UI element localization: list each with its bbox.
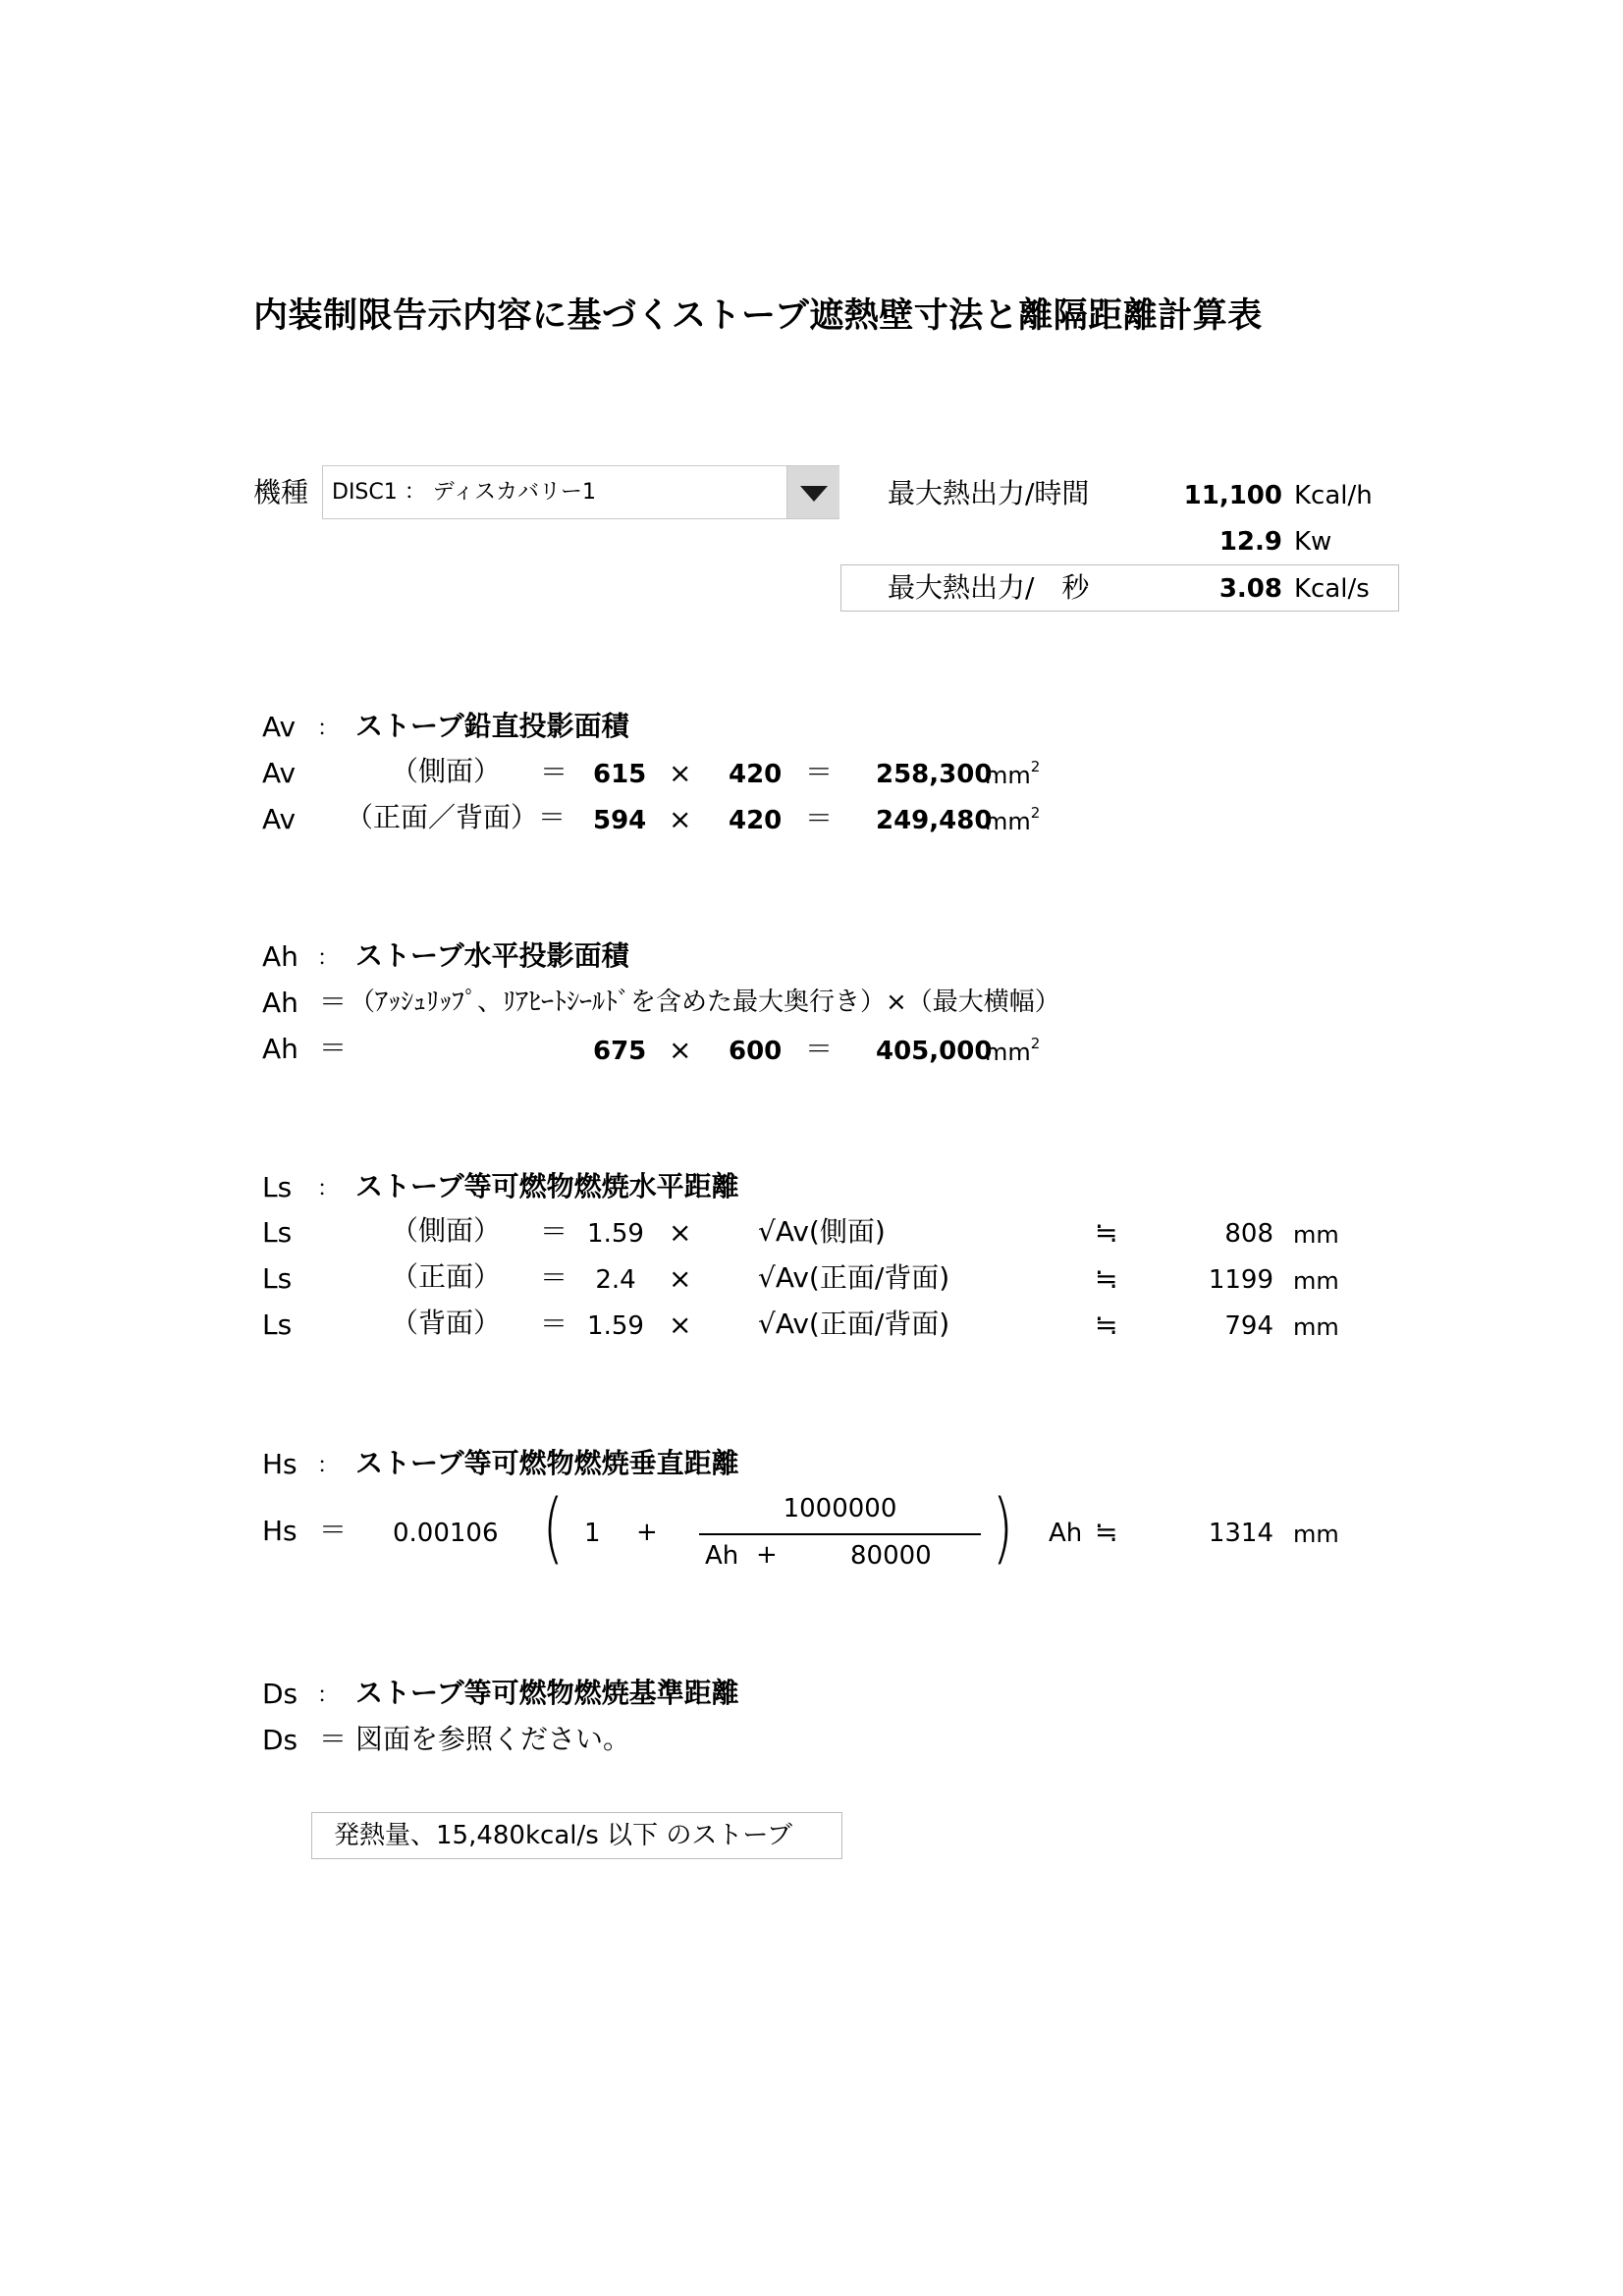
max-output-sec-label: 最大熱出力/ 秒 [888,571,1090,604]
ls-side-approx: ≒ [1095,1216,1118,1249]
ls-back-root: √Av(正面/背面) [758,1308,950,1340]
ls-back-label: （背面） [391,1307,502,1339]
ah-calc-depth: 675 [593,1037,647,1066]
max-output-sec-value: 3.08 [1218,574,1282,604]
hs-formula-one: 1 [584,1519,601,1548]
ls-front-result: 1199 [1208,1265,1273,1295]
av-side-symbol: Av [262,757,297,789]
ls-back-times: × [669,1308,692,1341]
av-front-label: （正面／背面）＝ [346,801,567,833]
hs-symbol: Hs [262,1448,298,1480]
ls-front-coef: 2.4 [595,1265,636,1295]
ds-line-text: 図面を参照ください。 [355,1723,631,1755]
hs-open-paren: ( [542,1484,564,1573]
av-front-result: 249,480 [876,806,993,835]
av-heading: ストーブ鉛直投影面積 [355,710,629,742]
hs-formula-coef: 0.00106 [393,1519,499,1548]
ls-side-coef: 1.59 [587,1219,644,1249]
av-side-eq: ＝ [540,756,568,788]
ls-side-root: √Av(側面) [758,1215,886,1248]
ls-side-eq: ＝ [540,1215,568,1248]
ls-side-label: （側面） [391,1214,502,1247]
hs-formula-plus: + [636,1518,658,1547]
ls-front-label: （正面） [391,1260,502,1293]
ah-calc-times: × [669,1034,692,1066]
ah-formula-text: （ｱｯｼｭﾘｯﾌﾟ、ﾘｱﾋｰﾄｼｰﾙﾄﾞを含めた最大奥行き）×（最大横幅） [350,988,1060,1017]
ls-colon: ： [317,1177,340,1201]
ls-front-root: √Av(正面/背面) [758,1261,950,1294]
model-dropdown-button[interactable] [786,466,839,518]
hs-colon: ： [317,1454,340,1478]
av-side-unit: $mm^2$ [985,758,1041,789]
ah-formula-eq: ＝ [319,986,348,1018]
ds-line-eq: ＝ [319,1723,348,1755]
max-output-hour-value: 11,100 [1183,481,1282,510]
chevron-down-icon [800,486,828,502]
page-title: 内装制限告示内容に基づくストーブ遮熱壁寸法と離隔距離計算表 [253,296,1263,336]
ah-symbol: Ah [262,940,298,973]
ls-front-approx: ≒ [1095,1262,1118,1295]
ls-heading: ストーブ等可燃物燃焼水平距離 [355,1170,739,1202]
ls-side-result: 808 [1224,1219,1273,1249]
max-output-hour-label: 最大熱出力/時間 [888,477,1090,509]
ds-heading: ストーブ等可燃物燃焼基準距離 [355,1677,739,1709]
ls-front-eq: ＝ [540,1261,568,1294]
ds-line-symbol: Ds [262,1724,298,1756]
model-select-value[interactable]: DISC1 ： ディスカバリー1 [332,480,596,505]
ah-calc-unit: $mm^2$ [985,1035,1041,1066]
av-side-label: （側面） [391,755,502,787]
ls-side-symbol: Ls [262,1216,293,1249]
ah-formula-symbol: Ah [262,987,298,1019]
hs-close-paren: ) [992,1484,1013,1573]
av-front-times: × [669,803,692,835]
ah-calc-eq2: ＝ [805,1033,834,1065]
ls-front-unit: mm [1293,1267,1339,1295]
hs-formula-ah: Ah [1049,1519,1083,1548]
hs-formula-approx: ≒ [1095,1516,1118,1548]
ls-back-unit: mm [1293,1313,1339,1341]
av-side-result: 258,300 [876,760,993,789]
ah-calc-symbol: Ah [262,1033,298,1065]
av-front-symbol: Av [262,803,297,835]
ds-note: 発熱量、15,480kcal/s 以下 のストーブ [334,1821,793,1850]
ls-front-symbol: Ls [262,1262,293,1295]
av-front-width: 594 [593,806,647,835]
hs-denominator-plus: + [756,1540,778,1570]
ls-symbol: Ls [262,1171,293,1203]
av-front-height: 420 [729,806,783,835]
max-output-kw-unit: Kw [1294,527,1332,557]
av-front-unit: $mm^2$ [985,804,1041,835]
ls-back-symbol: Ls [262,1308,293,1341]
ls-back-approx: ≒ [1095,1308,1118,1341]
hs-fraction-line [699,1533,981,1535]
hs-denominator-ah: Ah [705,1541,739,1571]
ds-colon: ： [317,1683,340,1708]
max-output-sec-unit: Kcal/s [1294,574,1370,604]
hs-denominator-const: 80000 [850,1541,932,1571]
ah-heading: ストーブ水平投影面積 [355,939,629,972]
ls-back-coef: 1.59 [587,1311,644,1341]
av-symbol: Av [262,711,297,743]
ah-colon: ： [317,946,340,971]
model-label: 機種 [253,476,309,508]
hs-numerator: 1000000 [783,1494,897,1523]
ah-calc-width: 600 [729,1037,783,1066]
ls-back-eq: ＝ [540,1308,568,1340]
hs-heading: ストーブ等可燃物燃焼垂直距離 [355,1447,739,1479]
av-side-times: × [669,757,692,789]
ls-side-times: × [669,1216,692,1249]
av-side-eq2: ＝ [805,756,834,788]
ah-calc-eq: ＝ [319,1032,348,1064]
max-output-hour-unit: Kcal/h [1294,481,1373,510]
ls-front-times: × [669,1262,692,1295]
av-side-width: 615 [593,760,647,789]
av-colon: ： [317,717,340,741]
hs-formula-symbol: Hs [262,1515,298,1547]
hs-formula-unit: mm [1293,1521,1339,1548]
hs-formula-eq: ＝ [319,1514,348,1546]
ah-calc-result: 405,000 [876,1037,993,1066]
max-output-kw-value: 12.9 [1218,527,1282,557]
ls-side-unit: mm [1293,1221,1339,1249]
av-side-height: 420 [729,760,783,789]
hs-formula-result: 1314 [1208,1519,1273,1548]
ls-back-result: 794 [1224,1311,1273,1341]
av-front-eq2: ＝ [805,802,834,834]
ds-symbol: Ds [262,1678,298,1710]
